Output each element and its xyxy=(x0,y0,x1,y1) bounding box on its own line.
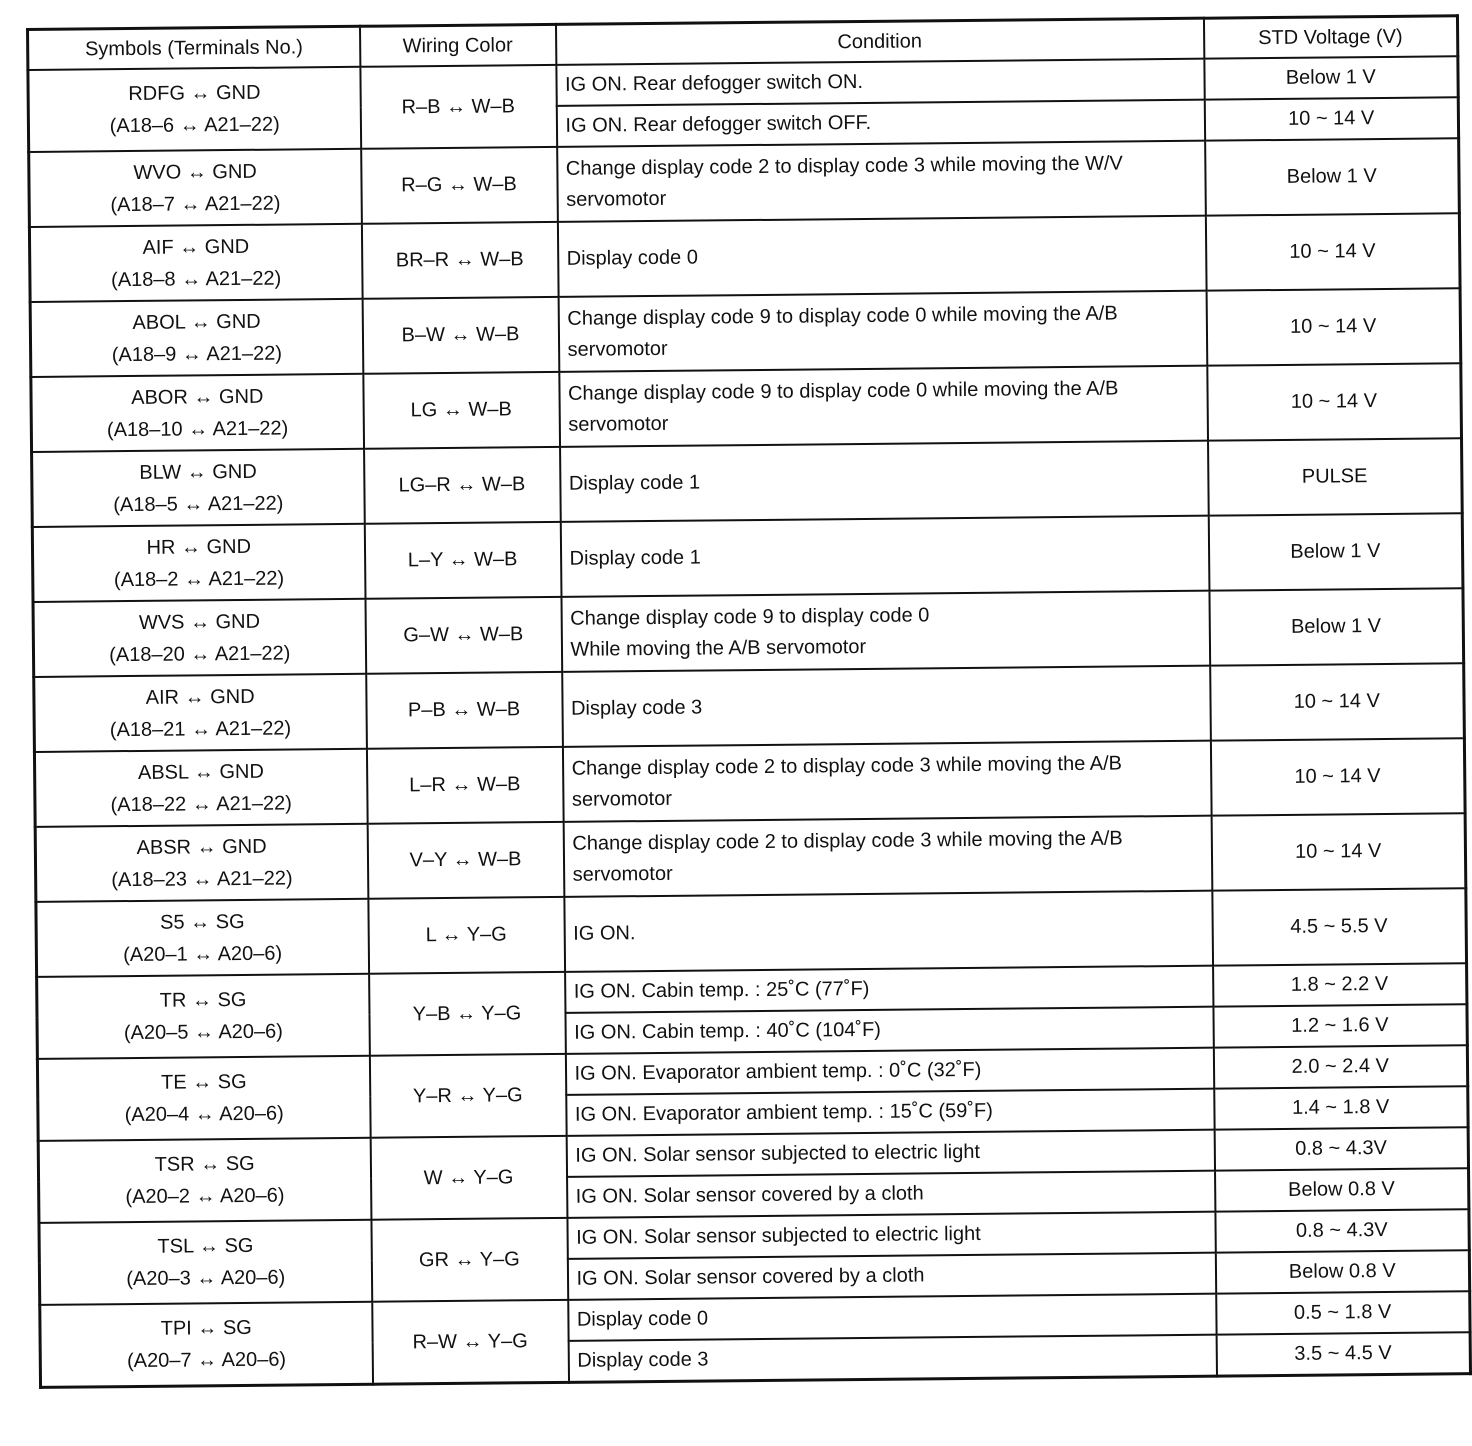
table-row xyxy=(34,663,1465,752)
symbol-name: ABSL ↔ GND xyxy=(137,760,264,784)
std-voltage-cell: 10 ~ 14 V xyxy=(1204,97,1458,140)
wiring-color-cell: BR–R ↔ W–B xyxy=(361,222,558,299)
std-voltage-cell: PULSE xyxy=(1208,438,1463,515)
symbol-name: BLW ↔ GND xyxy=(139,460,257,484)
symbol-name: RDFG ↔ GND xyxy=(128,81,261,106)
condition-cell: Change display code 2 to display code 3 while moving the W/V servomotor xyxy=(557,141,1206,222)
condition-cell: IG ON. Cabin temp. : 40˚C (104˚F) xyxy=(565,1007,1213,1054)
std-voltage-cell: Below 1 V xyxy=(1204,56,1458,99)
symbol-cell xyxy=(34,749,367,827)
terminal-numbers: (A18–10 ↔ A21–22) xyxy=(106,417,289,441)
terminal-numbers: (A20–2 ↔ A20–6) xyxy=(125,1184,285,1209)
symbol-cell xyxy=(37,974,370,1059)
std-voltage-cell: 0.5 ~ 1.8 V xyxy=(1216,1291,1470,1334)
symbol-cell xyxy=(29,224,362,302)
terminal-numbers: (A20–3 ↔ A20–6) xyxy=(126,1266,286,1291)
wiring-color-cell: W ↔ Y–G xyxy=(370,1136,567,1220)
std-voltage-cell: 1.2 ~ 1.6 V xyxy=(1213,1004,1467,1047)
table-row xyxy=(33,588,1464,677)
symbol-cell xyxy=(32,449,365,527)
symbol-name: TR ↔ SG xyxy=(159,988,247,1012)
table-row xyxy=(34,738,1465,827)
condition-cell: IG ON. Solar sensor covered by a cloth xyxy=(567,1253,1215,1300)
condition-cell: IG ON. Rear defogger switch OFF. xyxy=(556,100,1204,147)
condition-cell: IG ON. Rear defogger switch ON. xyxy=(556,59,1204,106)
std-voltage-cell: 1.4 ~ 1.8 V xyxy=(1214,1086,1468,1129)
terminal-numbers: (A20–5 ↔ A20–6) xyxy=(123,1020,284,1045)
symbol-cell xyxy=(38,1138,371,1223)
table-row xyxy=(32,438,1463,527)
condition-cell: IG ON. Evaporator ambient temp. : 0˚C (32˚F) xyxy=(565,1048,1213,1095)
wiring-color-cell: L ↔ Y–G xyxy=(368,897,565,974)
symbol-name: AIF ↔ GND xyxy=(142,235,250,259)
symbol-name: TSL ↔ SG xyxy=(157,1234,254,1258)
std-voltage-cell: 0.8 ~ 4.3V xyxy=(1214,1127,1468,1170)
terminal-numbers: (A18–20 ↔ A21–22) xyxy=(109,641,291,666)
terminal-numbers: (A18–23 ↔ A21–22) xyxy=(111,866,293,891)
symbol-name: TE ↔ SG xyxy=(160,1070,247,1094)
wiring-color-cell: R–W ↔ Y–G xyxy=(372,1300,569,1384)
std-voltage-cell: 4.5 ~ 5.5 V xyxy=(1212,888,1467,965)
condition-cell: IG ON. Solar sensor subjected to electric light xyxy=(567,1212,1215,1259)
terminal-numbers: (A20–1 ↔ A20–6) xyxy=(123,942,283,966)
std-voltage-cell: Below 0.8 V xyxy=(1215,1250,1469,1293)
std-voltage-cell: Below 0.8 V xyxy=(1215,1168,1469,1211)
table-row xyxy=(35,813,1466,902)
std-voltage-cell: 1.8 ~ 2.2 V xyxy=(1213,963,1467,1006)
symbol-name: ABOR ↔ GND xyxy=(131,385,264,409)
condition-cell: IG ON. Cabin temp. : 25˚C (77˚F) xyxy=(565,966,1213,1013)
wiring-color-cell: G–W ↔ W–B xyxy=(365,597,562,674)
table-body xyxy=(28,56,1471,1387)
std-voltage-cell: 10 ~ 14 V xyxy=(1205,213,1460,290)
wiring-color-cell: B–W ↔ W–B xyxy=(362,297,559,374)
condition-cell: Display code 1 xyxy=(560,516,1209,597)
symbol-cell xyxy=(31,374,364,452)
terminal-voltage-table xyxy=(26,14,1472,1389)
terminal-numbers: (A18–8 ↔ A21–22) xyxy=(111,267,282,291)
condition-cell: IG ON. Evaporator ambient temp. : 15˚C (59˚F) xyxy=(566,1089,1214,1136)
terminal-numbers: (A20–7 ↔ A20–6) xyxy=(126,1348,287,1373)
symbol-cell xyxy=(30,299,363,377)
std-voltage-cell: 10 ~ 14 V xyxy=(1211,813,1466,890)
table-row xyxy=(30,288,1461,377)
wiring-color-cell: L–Y ↔ W–B xyxy=(364,522,561,599)
std-voltage-cell: 10 ~ 14 V xyxy=(1206,288,1461,365)
symbol-name: WVO ↔ GND xyxy=(133,160,257,184)
std-voltage-cell: Below 1 V xyxy=(1209,588,1464,665)
symbol-cell xyxy=(34,674,367,752)
symbol-cell xyxy=(39,1220,372,1305)
header-std-voltage: STD Voltage (V) xyxy=(1203,16,1457,59)
wiring-color-cell: Y–B ↔ Y–G xyxy=(369,972,566,1056)
condition-cell: Display code 1 xyxy=(560,441,1209,522)
terminal-numbers: (A18–5 ↔ A21–22) xyxy=(113,492,284,516)
symbol-cell xyxy=(40,1302,373,1388)
wiring-color-cell: GR ↔ Y–G xyxy=(371,1218,568,1302)
wiring-color-cell: Y–R ↔ Y–G xyxy=(369,1054,566,1138)
terminal-numbers: (A18–2 ↔ A21–22) xyxy=(113,567,285,591)
table-row xyxy=(32,513,1463,602)
condition-cell: IG ON. Solar sensor covered by a cloth xyxy=(567,1171,1215,1218)
symbol-cell xyxy=(33,599,366,677)
std-voltage-cell: Below 1 V xyxy=(1205,138,1460,215)
voltage-spec-sheet xyxy=(26,14,1469,1389)
terminal-numbers: (A18–7 ↔ A21–22) xyxy=(110,192,281,216)
condition-cell: Display code 3 xyxy=(568,1335,1216,1383)
std-voltage-cell: 0.8 ~ 4.3V xyxy=(1215,1209,1469,1252)
std-voltage-cell: 10 ~ 14 V xyxy=(1207,363,1462,440)
terminal-numbers: (A20–4 ↔ A20–6) xyxy=(124,1102,284,1127)
symbol-cell xyxy=(29,149,362,227)
condition-cell: Change display code 2 to display code 3 while moving the A/B servomotor xyxy=(562,741,1211,822)
terminal-numbers: (A18–21 ↔ A21–22) xyxy=(109,716,292,741)
wiring-color-cell: R–B ↔ W–B xyxy=(360,65,557,149)
condition-cell: Display code 0 xyxy=(568,1294,1216,1341)
std-voltage-cell: Below 1 V xyxy=(1208,513,1463,590)
symbol-name: WVS ↔ GND xyxy=(138,610,261,634)
condition-cell: Display code 0 xyxy=(557,216,1206,297)
condition-cell: IG ON. Solar sensor subjected to electric light xyxy=(566,1130,1214,1177)
table-row xyxy=(36,888,1467,977)
wiring-color-cell: L–R ↔ W–B xyxy=(366,747,563,824)
symbol-name: HR ↔ GND xyxy=(146,535,252,559)
symbol-cell xyxy=(35,824,368,902)
symbol-name: AIR ↔ GND xyxy=(145,685,255,709)
symbol-cell xyxy=(36,899,369,977)
symbol-cell xyxy=(32,524,365,602)
wiring-color-cell: R–G ↔ W–B xyxy=(361,147,558,224)
terminal-numbers: (A18–9 ↔ A21–22) xyxy=(111,342,283,366)
std-voltage-cell: 10 ~ 14 V xyxy=(1210,738,1465,815)
header-symbols: Symbols (Terminals No.) xyxy=(28,26,360,70)
std-voltage-cell: 2.0 ~ 2.4 V xyxy=(1213,1045,1467,1088)
table-row xyxy=(31,363,1462,452)
symbol-name: ABOL ↔ GND xyxy=(132,310,261,334)
wiring-color-cell: LG ↔ W–B xyxy=(363,372,560,449)
std-voltage-cell: 10 ~ 14 V xyxy=(1210,663,1465,740)
condition-cell: Change display code 9 to display code 0 while moving the A/B servomotor xyxy=(559,366,1208,447)
terminal-numbers: (A18–22 ↔ A21–22) xyxy=(110,791,292,816)
std-voltage-cell: 3.5 ~ 4.5 V xyxy=(1216,1332,1470,1376)
condition-cell: IG ON. xyxy=(564,891,1213,972)
condition-cell: Change display code 2 to display code 3 while moving the A/B servomotor xyxy=(563,816,1212,897)
condition-cell: Display code 3 xyxy=(562,666,1211,747)
symbol-name: TPI ↔ SG xyxy=(160,1316,252,1340)
condition-cell: Change display code 9 to display code 0 While moving the A/B servomotor xyxy=(561,591,1210,672)
symbol-name: TSR ↔ SG xyxy=(154,1152,255,1176)
symbol-name: S5 ↔ SG xyxy=(159,910,245,934)
header-wiring-color: Wiring Color xyxy=(359,24,555,66)
symbol-cell xyxy=(37,1056,370,1141)
table-row xyxy=(29,213,1460,302)
terminal-numbers: (A18–6 ↔ A21–22) xyxy=(109,113,280,138)
symbol-cell xyxy=(28,67,361,152)
header-condition: Condition xyxy=(555,18,1203,65)
condition-cell: Change display code 9 to display code 0 while moving the A/B servomotor xyxy=(558,291,1207,372)
symbol-name: ABSR ↔ GND xyxy=(136,835,267,859)
wiring-color-cell: V–Y ↔ W–B xyxy=(367,822,564,899)
wiring-color-cell: LG–R ↔ W–B xyxy=(364,447,561,524)
table-row xyxy=(29,138,1460,227)
wiring-color-cell: P–B ↔ W–B xyxy=(366,672,563,749)
